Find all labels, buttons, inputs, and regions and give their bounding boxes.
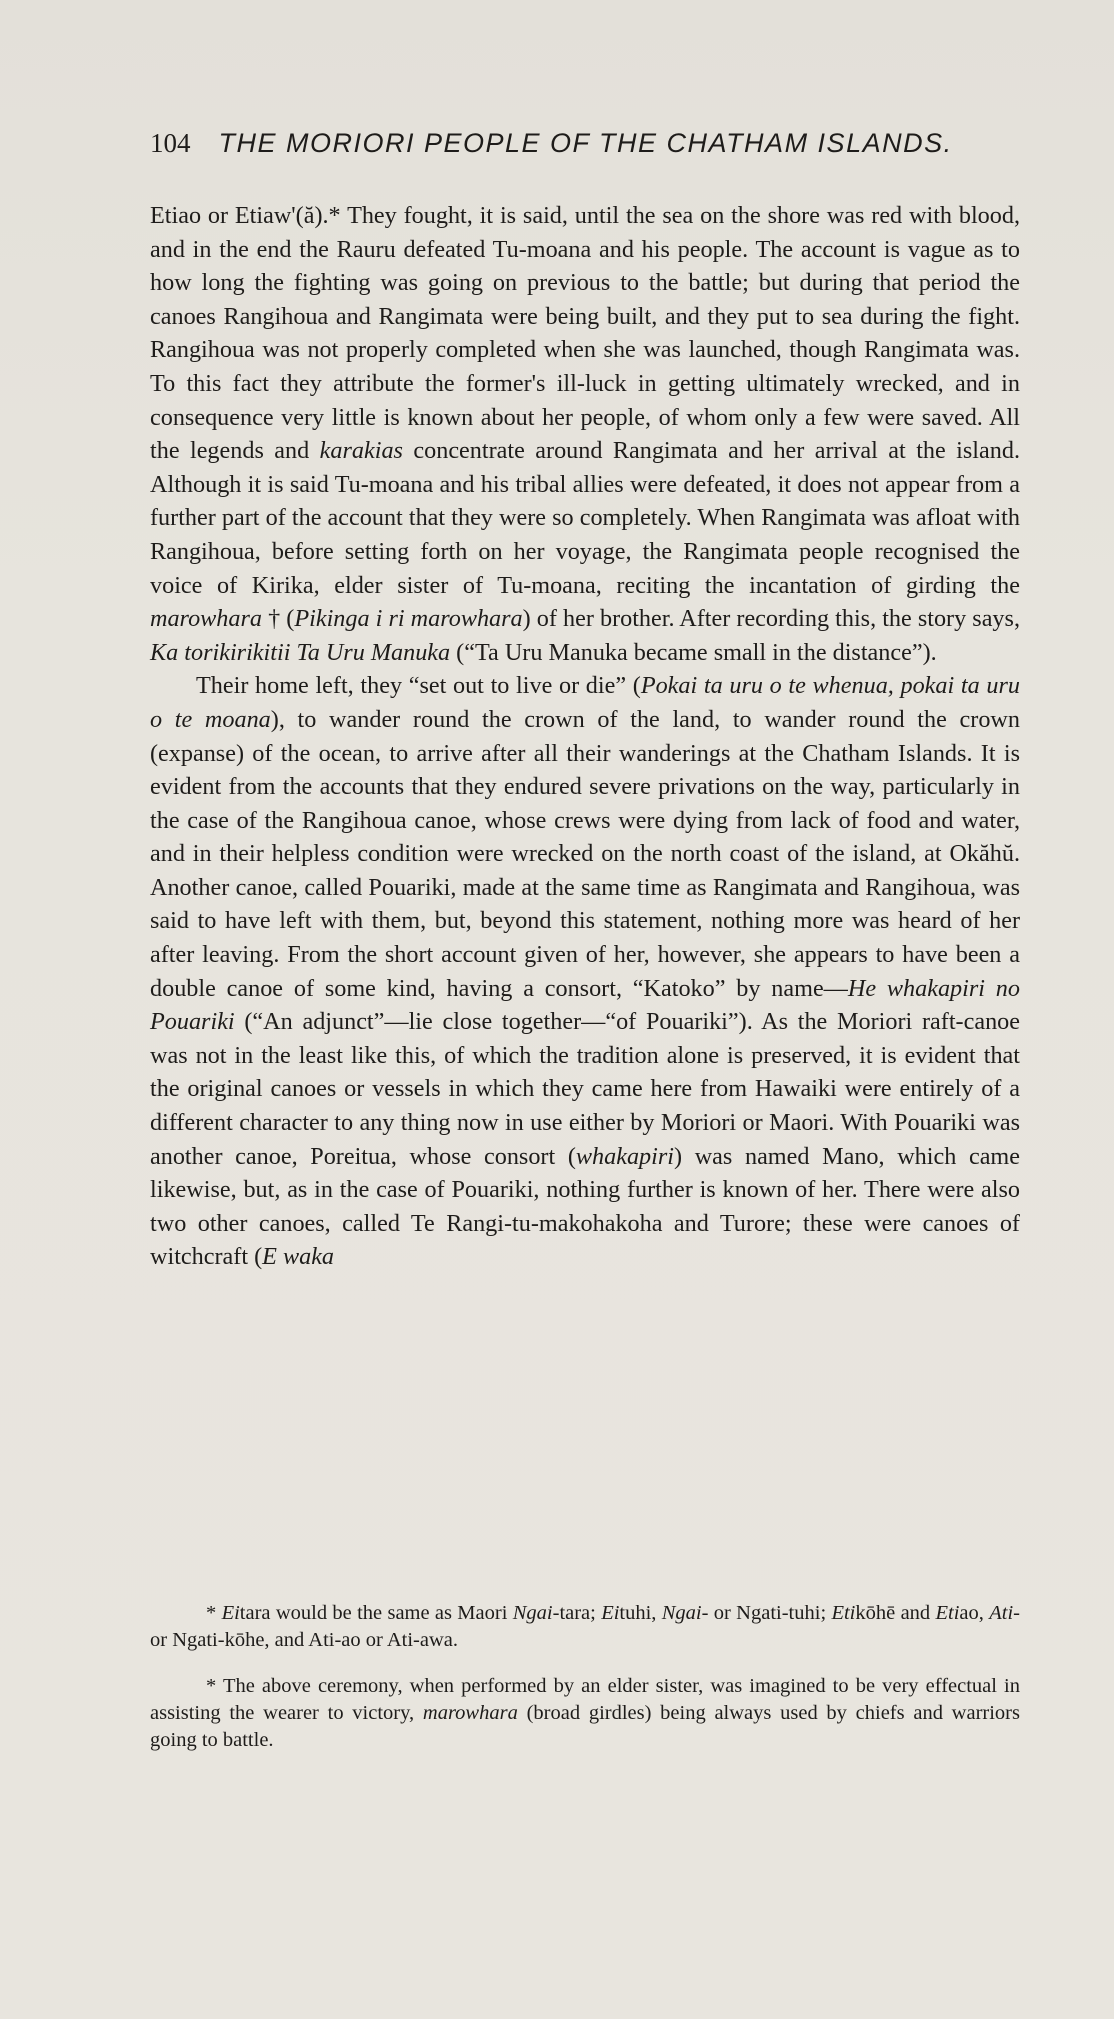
text-run: ), to wander round the crown of the land, to wander round the crown (expanse) of the ocean, to arrive after all their wanderings at the Chatham Islands. It is evident from the accounts that they endured severe privations on the way, particularly in the case of the Rangihoua canoe, whose crews were dying from lack of food and water, and in their helpless condition were wrecked on the north coast of the island, at Okăhŭ. Another canoe, called Pouariki, made at the same time as Rangimata and Rangihoua, was said to have left with them, but, beyond this statement, nothing more was heard of her after leaving. From the short account given of her, however, she appears to have been a double canoe of some kind, having a consort, “Katoko” by name— bbox=[150, 705, 1020, 1002]
italic-term: whakapiri bbox=[575, 1142, 675, 1170]
paragraph-2 bbox=[150, 669, 1020, 1274]
paragraph-1 bbox=[150, 199, 1020, 669]
text-run: * bbox=[206, 1602, 222, 1624]
footnotes bbox=[150, 1600, 1020, 1773]
text-run: (“Ta Uru Manuka became small in the distance”). bbox=[450, 638, 937, 666]
text-run: concentrate around Rangimata and her arrival at the island. Although it is said Tu-moana and his tribal allies were defeated, it does not appear from a further part of the account that they were so completely. When Rangimata was afloat with Rangihoua, before setting forth on her voyage, the Rangimata people recognised the voice of Kirika, elder sister of Tu-moana, reciting the incantation of girding the bbox=[150, 437, 1020, 599]
italic-term: marowhara bbox=[150, 605, 262, 633]
text-run: † ( bbox=[262, 605, 295, 633]
italic-term: He whakapiri no Pouariki bbox=[150, 974, 1020, 1036]
text-run: Etiao or Etiaw'(ă).* They fought, it is said, until the sea on the shore was red with blood, and in the end the Rauru defeated Tu-moana and his people. The account is vague as to how long the fighting was going on previous to the battle; but during that period the canoes Rangihoua and Rangimata were being built, and they put to sea during the fight. Rangihoua was not properly completed when she was launched, though Rangimata was. To this fact they attribute the former's ill-luck in getting ultimately wrecked, and in consequence very little is known about her people, of whom only a few were saved. All the legends and bbox=[150, 202, 1020, 465]
running-title: THE MORIORI PEOPLE OF THE CHATHAM ISLANDS. bbox=[218, 128, 953, 158]
text-run: * The above ceremony, when performed by an elder sister, was imagined to be very effectual in assisting the wearer to victory, bbox=[150, 1675, 1020, 1724]
italic-term: Eti bbox=[831, 1602, 856, 1624]
text-run: tuhi, bbox=[619, 1602, 662, 1624]
footnote-2 bbox=[150, 1673, 1020, 1754]
main-text bbox=[150, 199, 1020, 1274]
text-run: kōhē and bbox=[855, 1602, 936, 1624]
italic-term: E waka bbox=[262, 1243, 335, 1271]
text-run: or Ngati-kōhe, and Ati-ao or Ati-awa. bbox=[150, 1629, 458, 1651]
italic-term: Ati- bbox=[989, 1602, 1020, 1624]
italic-term: Ka torikirikitii Ta Uru Manuka bbox=[150, 638, 451, 666]
italic-term: Ei bbox=[601, 1602, 620, 1624]
italic-term: marowhara bbox=[422, 1702, 518, 1724]
italic-term: Pikinga i ri marowhara bbox=[294, 605, 523, 633]
page-number: 104 bbox=[150, 128, 191, 158]
text-run: ) of her brother. After recording this, the story says, bbox=[522, 605, 1020, 633]
italic-term: Ngai- bbox=[512, 1602, 560, 1624]
italic-term: Eti bbox=[935, 1602, 960, 1624]
italic-term: Pokai ta uru o te whenua, pokai ta uru o te moana bbox=[150, 672, 1020, 733]
footnote-1 bbox=[150, 1600, 1020, 1654]
italic-term: Ngai- bbox=[661, 1602, 709, 1624]
text-run: or Ngati-tuhi; bbox=[708, 1602, 832, 1624]
text-run: ao, bbox=[959, 1602, 990, 1624]
italic-term: karakias bbox=[319, 437, 403, 465]
text-run: (broad girdles) being always used by chiefs and warriors going to battle. bbox=[150, 1702, 1020, 1751]
page-header bbox=[150, 128, 1030, 168]
text-run: tara would be the same as Maori bbox=[239, 1602, 513, 1624]
italic-term: Ei bbox=[221, 1602, 240, 1624]
text-run: tara; bbox=[559, 1602, 602, 1624]
text-run: (“An adjunct”—lie close together—“of Pouariki”). As the Moriori raft-canoe was not in the least like this, of which the tradition alone is preserved, it is evident that the original canoes or vessels in which they came here from Hawaiki were entirely of a different character to any thing now in use either by Moriori or Maori. With Pouariki was another canoe, Poreitua, whose consort ( bbox=[150, 1008, 1020, 1170]
text-run: ) was named Mano, which came likewise, but, as in the case of Pouariki, nothing further is known of her. There were also two other canoes, called Te Rangi-tu-makohakoha and Turore; these were canoes of witchcraft ( bbox=[150, 1142, 1020, 1271]
text-run: Their home left, they “set out to live or die” ( bbox=[196, 672, 641, 700]
